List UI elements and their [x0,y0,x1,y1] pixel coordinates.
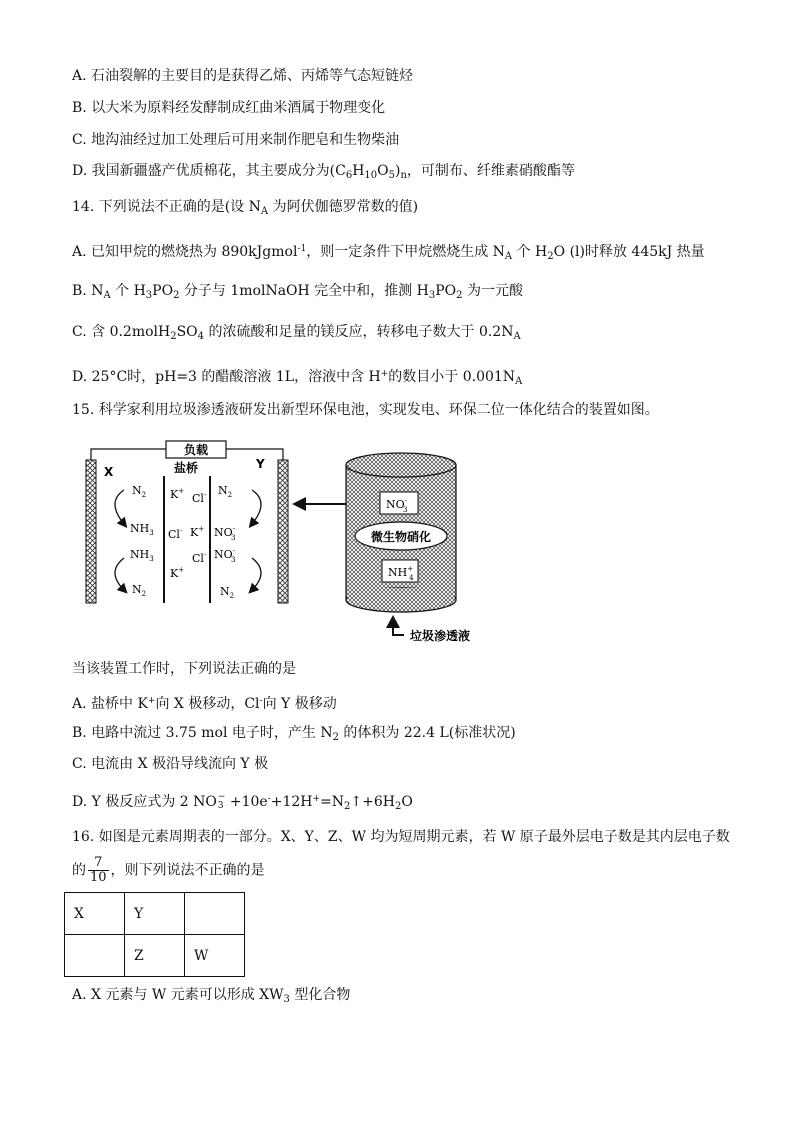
right-arrow-upper [252,490,261,524]
text: D. 25°C时，pH=3 的醋酸溶液 1L，溶液中含 H [72,369,381,385]
text: 3 [145,290,153,301]
right-arrow-lower [252,558,261,590]
text: n [400,170,407,181]
fraction-denominator: 10 [90,870,107,885]
text: ，则下列说法不正确的是 [110,862,265,879]
text: C. 含 0.2molH [72,324,171,340]
q15-option-d [72,790,413,816]
text: 的体积为 22.4 L(标准状况) [338,725,516,741]
text: =N [320,794,345,810]
electrode-y [278,460,288,603]
q16-option-a [72,986,350,1009]
table-cell: W [185,935,245,977]
bridge-cl-2: Cl- [168,527,183,541]
text: 2 [170,331,177,342]
text: 3 [217,801,224,811]
bridge-k-2: K+ [190,525,205,539]
wire-left [91,449,166,460]
text: O (l)时释放 445kJ 热量 [553,244,705,260]
left-nh3-2: $NH_3$ [130,548,154,563]
text: D. Y 极反应式为 2 NO [72,794,217,810]
text: A. 盐桥中 K [72,696,148,712]
table-cell: X [65,893,125,935]
text: 3 [283,994,290,1005]
text: + [147,696,156,706]
text: A [504,251,513,262]
q14-option-d [72,365,522,391]
text: 3 [428,290,436,301]
text: 向 Y 极移动 [262,696,337,712]
left-arrow-upper [115,490,124,524]
q15-option-b [72,724,516,747]
text: A [260,206,269,217]
text: 个 H [512,244,548,260]
text: -1 [297,244,307,254]
text: 5 [388,170,395,181]
salt-bridge-label: 盐桥 [173,461,199,475]
q15-question: 当该装置工作时，下列说法正确的是 [72,661,296,677]
text: 为一元酸 [462,283,523,299]
text: 2 [456,290,463,301]
text: 2 [173,290,180,301]
y-label: Y [256,457,265,471]
x-label: X [104,465,114,479]
q14-stem [72,198,418,221]
text: 2 [547,251,554,262]
right-n2-top: $N_2$ [218,484,233,499]
q15-stem: 15. 科学家利用垃圾渗透液研发出新型环保电池，实现发电、环保二位一体化结合的装置如图。 [72,402,659,418]
text: gmol [262,244,298,260]
text: O [401,794,413,810]
left-n2-bottom: $N_2$ [132,583,147,598]
q16-stem-line2 [72,856,265,885]
text: A [515,376,523,387]
text: ，可制布、纤维素硝酸酯等 [406,163,575,179]
text: +12H [270,794,313,810]
q14-option-b [72,282,523,305]
bridge-cl-1: Cl- [192,491,207,505]
left-nh3-1: $NH_3$ [130,522,154,537]
bridge-cl-3: Cl- [192,551,207,565]
bridge-k-3: K+ [170,566,185,580]
q13-option-a: A. 石油裂解的主要目的是获得乙烯、丙烯等气态短链烃 [72,68,414,84]
cyl-no3: NO-3 [386,497,408,514]
text: 2 [394,801,402,812]
bridge-k-1: K+ [170,487,185,501]
q13-option-d [72,162,575,185]
text: PO [435,283,457,299]
cylinder-bottom-fill [348,588,455,600]
wire-right [226,449,283,460]
text: B. N [72,283,104,299]
load-label: 负载 [183,443,209,457]
text: 的数目小于 0.001N [388,369,516,385]
text: A [103,290,111,301]
table-cell [185,893,245,935]
text: A [513,331,521,342]
text: 的浓硫酸和足量的镁反应，转移电子数大于 0.2N [204,324,514,340]
fraction-numerator: 7 [88,856,109,871]
text: SO [176,324,198,340]
left-n2-top: $N_2$ [132,484,147,499]
text: ) [395,163,401,179]
leachate-label: 垃圾渗透液 [410,629,471,643]
table-cell: Y [125,893,185,935]
text: D. 我国新疆盛产优质棉花，其主要成分为(C [72,163,346,179]
text: 2 [332,732,339,743]
periodic-table-fragment [64,892,245,977]
text: ↑+6H [350,794,395,810]
text: 的 [72,862,86,879]
q15-option-a [72,692,337,713]
table-row [65,893,245,935]
cyl-nh4: NH+ 4 [388,565,414,582]
electrode-x [86,460,96,603]
q15-option-c: C. 电流由 X 极沿导线流向 Y 极 [72,756,269,772]
text: 型化合物 [289,987,351,1003]
text: + [312,794,321,804]
right-no3-1: NO-3 [214,525,236,542]
arrow-to-y-head [292,497,306,511]
text: A. X 元素与 W 元素可以形成 XW [72,987,284,1003]
text: − [217,792,226,802]
right-no3-2: NO-3 [214,547,236,564]
text: 6 [345,170,353,181]
text: 向 X 极移动，Cl [155,696,260,712]
text: O [377,163,389,179]
text: + [380,369,389,379]
leachate-arrow-head [386,615,400,628]
right-n2-bottom: $N_2$ [220,585,235,600]
cyl-micro-label: 微生物硝化 [370,530,432,544]
q13-option-b: B. 以大米为原料经发酵制成红曲米酒属于物理变化 [72,100,386,116]
table-cell: Z [125,935,185,977]
table-cell [65,935,125,977]
text: H [352,163,365,179]
q16-stem-line1: 16. 如图是元素周期表的一部分。X、Y、Z、W 均为短周期元素，若 W 原子最外层电子数是其内层电子数 [72,829,730,845]
q14-option-c [72,323,521,346]
text: 为阿伏伽德罗常数的值) [268,199,419,215]
q13-option-c: C. 地沟油经过加工处理后可用来制作肥皂和生物柴油 [72,132,400,148]
text: +10e [225,794,268,810]
text: A. 已知甲烷的燃烧热为 890kJ [72,244,263,260]
text: - [267,794,271,804]
text: 14. 下列说法不正确的是(设 N [72,199,261,215]
table-row [65,935,245,977]
text: 4 [197,331,205,342]
battery-diagram [80,438,520,653]
text: - [259,696,263,706]
text: 10 [364,170,378,181]
cylinder-top [346,453,456,477]
q14-option-a [72,240,705,266]
left-arrow-lower [115,558,124,590]
text: B. 电路中流过 3.75 mol 电子时，产生 N [72,725,333,741]
text: 个 H [110,283,146,299]
text: ，则一定条件下甲烷燃烧生成 N [306,244,505,260]
fraction [88,856,109,885]
text: 分子与 1molNaOH 完全中和，推测 H [179,283,429,299]
text: PO [152,283,174,299]
text: 2 [344,801,351,812]
